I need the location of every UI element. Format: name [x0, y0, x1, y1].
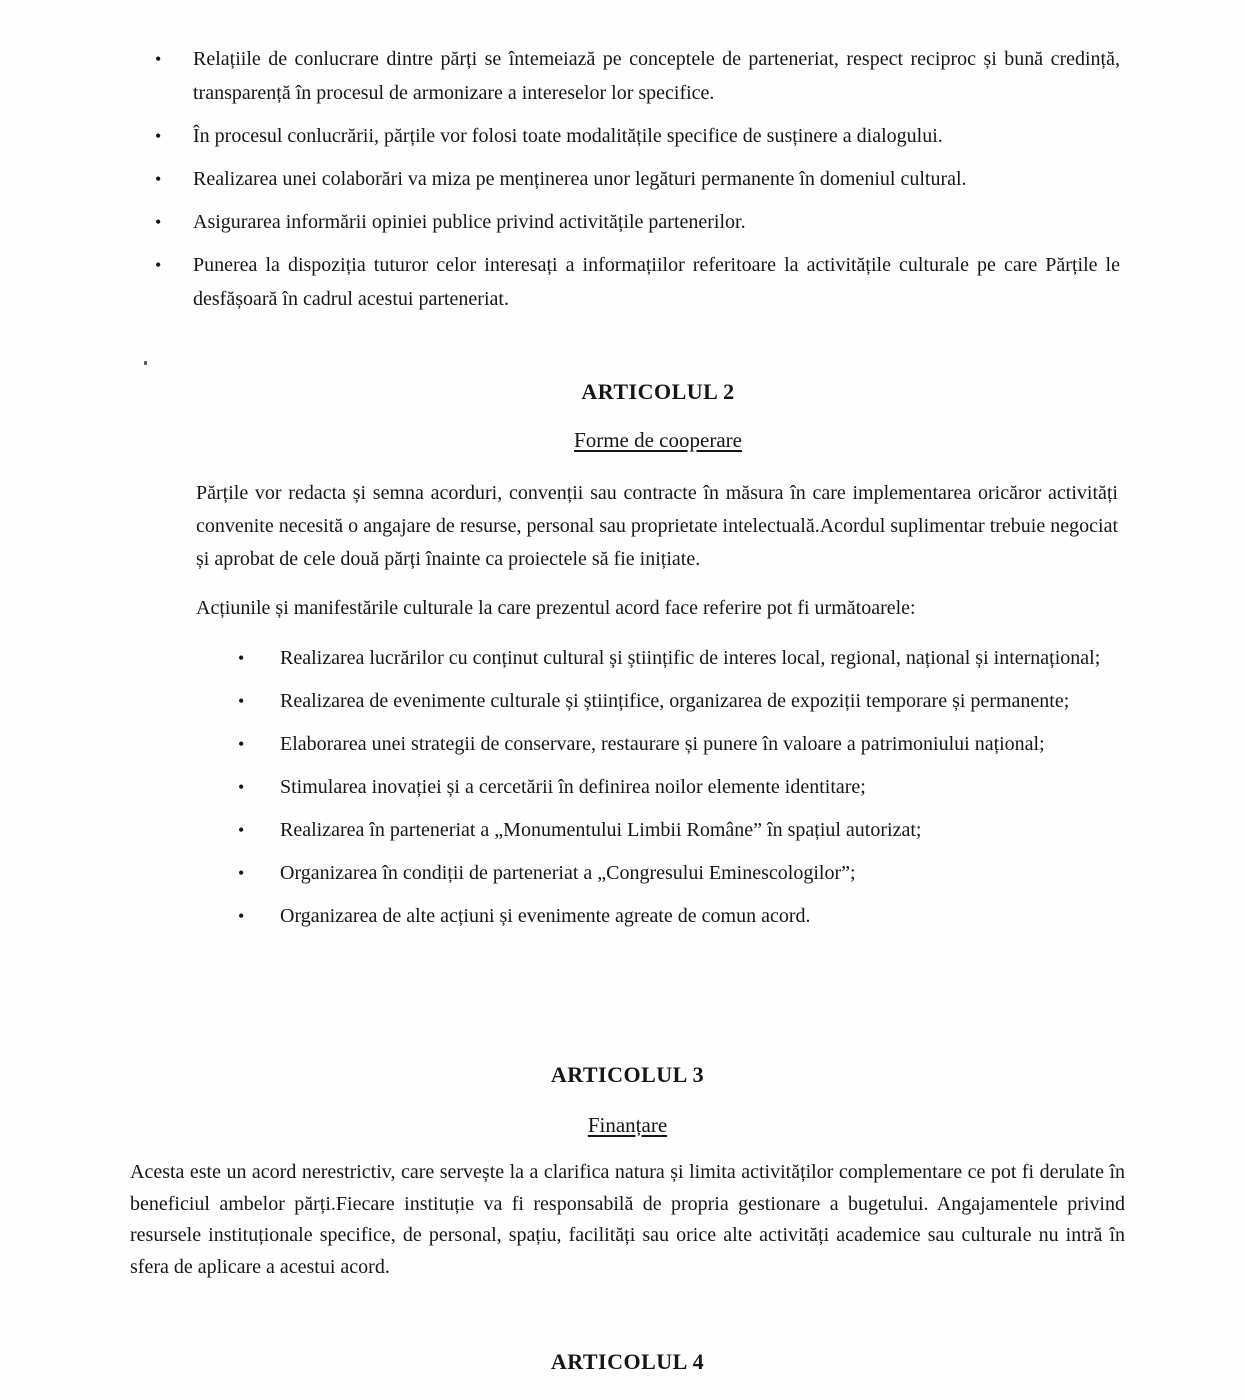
- list-item-text: Realizarea în parteneriat a „Monumentului Limbii Române” în spațiul autorizat;: [280, 819, 922, 841]
- list-item-text: Organizarea de alte acțiuni și evenimente agreate de comun acord.: [280, 905, 811, 927]
- bullet-icon: •: [238, 906, 245, 926]
- list-item: [238, 813, 1118, 847]
- bullet-icon: •: [238, 691, 245, 711]
- article-3-subtitle: Finanțare: [587, 1113, 668, 1137]
- intro-bullet-list: [155, 42, 1120, 325]
- bullet-icon: •: [238, 820, 245, 840]
- list-item-text: Organizarea în condiții de parteneriat a „Congresului Eminescologilor”;: [280, 862, 856, 884]
- list-item-text: Asigurarea informării opiniei publice privind activitățile partenerilor.: [193, 211, 746, 233]
- list-item-text: Realizarea lucrărilor cu conținut cultural și științific de interes local, regional, național și internațional;: [280, 647, 1101, 669]
- list-item-text: Punerea la dispoziția tuturor celor interesați a informațiilor referitoare la activitățile culturale pe care Părțile le desfășoară în cadrul acestui parteneriat.: [193, 254, 1120, 310]
- article-2-paragraph-1: Părțile vor redacta și semna acorduri, convenții sau contracte în măsura în care implementarea oricăror activități convenite necesită o angajare de resurse, personal sau proprietate intelectuală.Acordul suplimentar trebuie negociat și aprobat de cele două părți înainte ca proiectele să fie inițiate.: [196, 482, 1118, 570]
- list-item: [238, 856, 1118, 890]
- article-3-paragraph: Acesta este un acord nerestrictiv, care servește la a clarifica natura și limita activităților complementare ce pot fi derulate în beneficiul ambelor părți.Fiecare instituție va fi responsabilă de propria gestionare a bugetului. Angajamentele privind resursele instituționale specifice, de personal, spațiu, facilități sau orice alte activități academice sau culturale nu intră în sfera de aplicare a acestui acord.: [130, 1161, 1125, 1278]
- list-item: [238, 727, 1118, 761]
- list-item-text: În procesul conlucrării, părțile vor folosi toate modalitățile specifice de susținere a dialogului.: [193, 125, 943, 147]
- article-3-title: ARTICOLUL 3: [550, 1062, 705, 1087]
- bullet-icon: •: [155, 49, 162, 69]
- list-item: [238, 770, 1118, 804]
- list-item: [155, 205, 1120, 239]
- bullet-icon: •: [238, 777, 245, 797]
- list-item-text: Stimularea inovației și a cercetării în definirea noilor elemente identitare;: [280, 776, 866, 798]
- scan-artifact-dot: [144, 361, 147, 365]
- list-item: [155, 119, 1120, 153]
- list-item: [155, 162, 1120, 196]
- article-2-paragraph-2: Acțiunile și manifestările culturale la care prezentul acord face referire pot fi următoarele:: [196, 597, 916, 619]
- bullet-icon: •: [238, 863, 245, 883]
- list-item-text: Elaborarea unei strategii de conservare, restaurare și punere în valoare a patrimoniului național;: [280, 733, 1045, 755]
- bullet-icon: •: [155, 212, 162, 232]
- list-item: [155, 248, 1120, 316]
- bullet-icon: •: [238, 648, 245, 668]
- bullet-icon: •: [155, 126, 162, 146]
- bullet-icon: •: [155, 255, 162, 275]
- list-item: [155, 42, 1120, 110]
- list-item-text: Realizarea unei colaborări va miza pe menținerea unor legături permanente în domeniul cultural.: [193, 168, 967, 190]
- article-4-title: ARTICOLUL 4: [550, 1349, 705, 1374]
- article-2-title: ARTICOLUL 2: [581, 379, 735, 404]
- list-item-text: Relațiile de conlucrare dintre părți se întemeiază pe conceptele de parteneriat, respect reciproc și bună credință, transparență în procesul de armonizare a intereselor lor specifice.: [193, 48, 1120, 104]
- list-item: [238, 899, 1118, 933]
- forms-bullet-list: [238, 641, 1118, 942]
- list-item: [238, 641, 1118, 675]
- bullet-icon: •: [155, 169, 162, 189]
- list-item: [238, 684, 1118, 718]
- article-2-subtitle: Forme de cooperare: [574, 428, 742, 452]
- bullet-icon: •: [238, 734, 245, 754]
- list-item-text: Realizarea de evenimente culturale și științifice, organizarea de expoziții temporare și permanente;: [280, 690, 1070, 712]
